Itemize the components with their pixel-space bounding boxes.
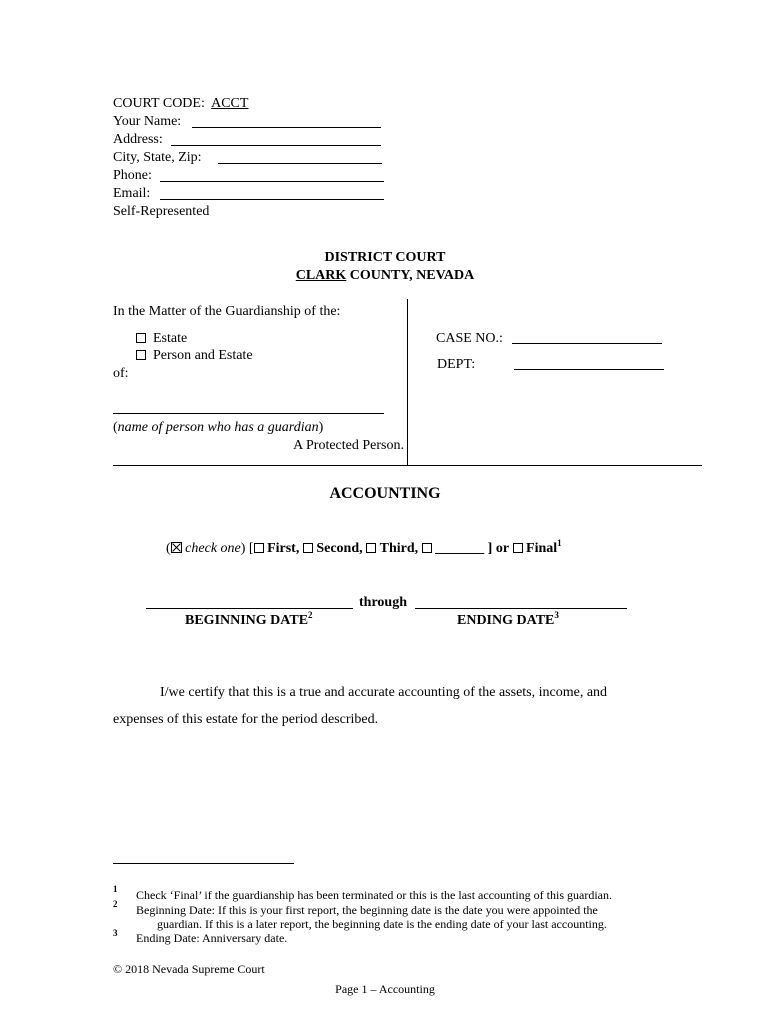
- county-name: CLARK: [295, 268, 347, 283]
- document-title: ACCOUNTING: [329, 485, 441, 502]
- court-code-label: COURT CODE:: [113, 96, 205, 111]
- check-one-label: check one: [185, 541, 241, 556]
- ending-date-field[interactable]: [415, 608, 627, 609]
- second-checkbox[interactable]: [303, 543, 313, 553]
- address-field[interactable]: [171, 145, 381, 146]
- or-label: ] or: [487, 541, 510, 556]
- third-label: Third,: [379, 541, 419, 556]
- phone-field[interactable]: [160, 181, 384, 182]
- ending-date-text: ENDING DATE: [457, 613, 555, 628]
- beginning-footnote-ref: 2: [308, 610, 313, 620]
- option-person-estate[interactable]: [136, 347, 253, 365]
- county-suffix: COUNTY, NEVADA: [346, 268, 475, 283]
- court-county: [0, 267, 770, 285]
- certify-line-2: expenses of this estate for the period described.: [113, 712, 379, 727]
- third-checkbox[interactable]: [366, 543, 376, 553]
- email-label: Email:: [113, 186, 151, 201]
- first-checkbox[interactable]: [254, 543, 264, 553]
- through-label: through: [359, 595, 407, 610]
- footnote-3-number: 3: [113, 928, 118, 938]
- checked-box-icon: [171, 542, 182, 553]
- final-label: Final: [526, 541, 558, 556]
- name-hint: (name of person who has a guardian): [113, 420, 324, 435]
- email-field[interactable]: [160, 199, 384, 200]
- matter-label: In the Matter of the Guardianship of the:: [113, 304, 341, 319]
- footnote-1-number: 1: [113, 884, 118, 894]
- city-state-zip-label: City, State, Zip:: [113, 150, 202, 165]
- caption-divider: [407, 299, 408, 465]
- dept-label: DEPT:: [437, 357, 476, 372]
- certify-line-1: I/we certify that this is a true and accurate accounting of the assets, income, and: [160, 685, 608, 700]
- option-estate[interactable]: [136, 330, 187, 348]
- beginning-date-text: BEGINNING DATE: [185, 613, 309, 628]
- ending-date-label: [457, 612, 559, 630]
- page-footer: Page 1 – Accounting: [335, 982, 435, 996]
- protected-person-label: A Protected Person.: [293, 438, 404, 453]
- person-estate-checkbox[interactable]: [136, 350, 146, 360]
- your-name-label: Your Name:: [113, 114, 182, 129]
- final-footnote-ref: 1: [557, 538, 562, 548]
- estate-label: Estate: [153, 331, 188, 346]
- person-estate-label: Person and Estate: [153, 348, 253, 363]
- your-name-field[interactable]: [192, 127, 381, 128]
- footnote-2-number: 2: [113, 899, 118, 909]
- name-hint-text: name of person who has a guardian: [117, 420, 319, 435]
- footnote-3-text: Ending Date: Anniversary date.: [136, 931, 288, 945]
- accounting-type-line: ( check one) [ First, Second, Third, _______ ] or Final$^1$: [166, 538, 562, 556]
- dept-field[interactable]: [514, 369, 664, 370]
- court-name: DISTRICT COURT: [324, 250, 446, 265]
- case-no-label: CASE NO.:: [436, 331, 503, 346]
- first-label: First,: [267, 541, 300, 556]
- self-represented: Self-Represented: [113, 204, 210, 219]
- footnote-2-text: Beginning Date: If this is your first report, the beginning date is the date you were appointed the: [136, 903, 598, 917]
- ending-footnote-ref: 3: [554, 610, 559, 620]
- city-state-zip-field[interactable]: [218, 163, 382, 164]
- footnote-1-text: Check ‘Final’ if the guardianship has been terminated or this is the last accounting of this guardian.: [136, 888, 612, 902]
- address-label: Address:: [113, 132, 163, 147]
- beginning-date-field[interactable]: [146, 608, 353, 609]
- of-label: of:: [113, 366, 129, 381]
- phone-label: Phone:: [113, 168, 152, 183]
- copyright: © 2018 Nevada Supreme Court: [113, 962, 265, 976]
- footnote-2-continuation: guardian. If this is a later report, the beginning date is the ending date of your last accounting.: [157, 917, 607, 931]
- final-checkbox[interactable]: [513, 543, 523, 553]
- case-no-field[interactable]: [512, 343, 662, 344]
- beginning-date-label: [185, 612, 313, 630]
- court-code-line: [113, 95, 248, 113]
- court-code-value: ACCT: [211, 96, 249, 111]
- other-blank[interactable]: _______: [435, 541, 485, 556]
- protected-person-name-field[interactable]: [113, 413, 384, 414]
- footnote-rule: [113, 863, 294, 864]
- other-checkbox[interactable]: [422, 543, 432, 553]
- caption-bottom-rule: [113, 465, 702, 466]
- estate-checkbox[interactable]: [136, 333, 146, 343]
- second-label: Second,: [316, 541, 363, 556]
